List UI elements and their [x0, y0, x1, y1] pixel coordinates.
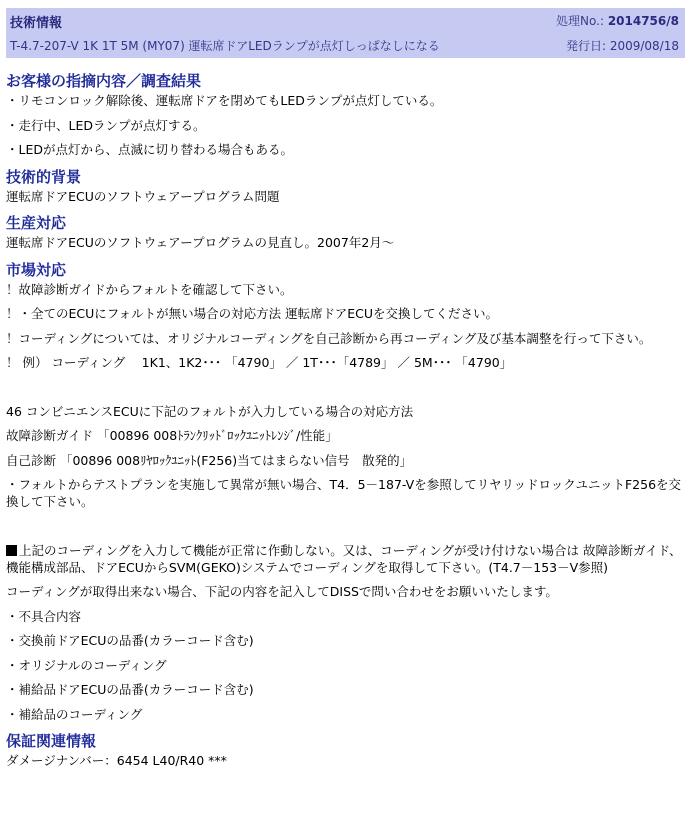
- complaint-line: ・走行中、LEDランプが点灯する。: [6, 117, 206, 133]
- section-title-production: 生産対応: [6, 214, 67, 232]
- fault-line: 自己診断 「00896 008ﾘﾔﾛｯｸﾕﾆｯﾄ(F256)当てはまらない信号 散発的」: [6, 452, 413, 468]
- section-title-complaint: お客様の指摘内容／調査結果: [6, 72, 202, 90]
- contact-item: ・交換前ドアECUの品番(カラーコード含む): [6, 633, 254, 648]
- dealer-note: [6, 542, 685, 576]
- market-line: ！コーディングについては、オリジナルコーディングを自己診断から再コーディング及び基本調整を行って下さい。: [6, 330, 652, 346]
- square-bullet-icon: [6, 545, 17, 556]
- document-subject: T-4.7-207-V 1K 1T 5M (MY07) 運転席ドアLEDランプが点灯しっぱなしになる: [10, 39, 440, 53]
- complaint-line: ・リモコンロック解除後、運転席ドアを閉めてもLEDランプが点灯している。: [6, 93, 443, 108]
- section-title-warranty: 保証関連情報: [6, 732, 97, 750]
- complaint-line: ・LEDが点灯から、点滅に切り替わる場合もある。: [6, 142, 293, 157]
- document-title: 技術情報: [10, 16, 63, 31]
- process-number: [556, 12, 679, 29]
- contact-item: ・オリジナルのコーディング: [6, 657, 167, 673]
- market-line: ！・全てのECUにフォルトが無い場合の対応方法 運転席ドアECUを交換してください。: [6, 306, 499, 321]
- process-number-label: 処理No.:: [556, 14, 604, 28]
- fault-line: 46 コンビニエンスECUに下記のフォルトが入力している場合の対応方法: [6, 403, 414, 419]
- issue-date: 発行日: 2009/08/18: [565, 39, 679, 53]
- fault-line: ・フォルトからテストプランを実施して異常が無い場合、T4．5－187-Vを参照してリヤリッドロックユニットF256を交換して下さい。: [6, 477, 682, 509]
- contact-item: ・補給品のコーディング: [6, 706, 143, 722]
- section-title-background: 技術的背景: [6, 167, 82, 186]
- background-text: 運転席ドアECUのソフトウェアープログラム問題: [6, 188, 280, 204]
- contact-item: ・補給品ドアECUの品番(カラーコード含む): [6, 682, 254, 697]
- document-header: [6, 8, 685, 58]
- section-title-market: 市場対応: [6, 260, 67, 279]
- production-text: 運転席ドアECUのソフトウェアープログラムの見直し。2007年2月～: [6, 235, 395, 250]
- dealer-note-text: 上記のコーディングを入力して機能が正常に作動しない。又は、コーディングが受け付けない場合は 故障診断ガイド、機能構成部品、ドアECUからSVM(GEKO)システムでコーディングを取得して下さい。(T4.7－153－V参照): [6, 542, 682, 575]
- contact-text: コーディングが取得出来ない場合、下記の内容を記入してDISSで問い合わせをお願いいたします。: [6, 584, 558, 599]
- market-line: ！故障診断ガイドからフォルトを確認して下さい。: [6, 281, 293, 297]
- contact-item: ・不具合内容: [6, 608, 82, 624]
- market-line: ！ 例） コーディング 1K1、1K2･･･ 「4790」 ／ 1T･･･「4789」 ／ 5M･･･ 「4790」: [6, 355, 513, 370]
- fault-line: 故障診断ガイド 「00896 008ﾄﾗﾝｸﾘｯﾄﾞﾛｯｸﾕﾆｯﾄﾚﾝｼﾞ/性能」: [6, 428, 338, 443]
- document-body: [6, 70, 685, 777]
- process-number-value: 2014756/8: [607, 14, 679, 28]
- warranty-text: ダメージナンバー：6454 L40/R40 ***: [6, 753, 227, 768]
